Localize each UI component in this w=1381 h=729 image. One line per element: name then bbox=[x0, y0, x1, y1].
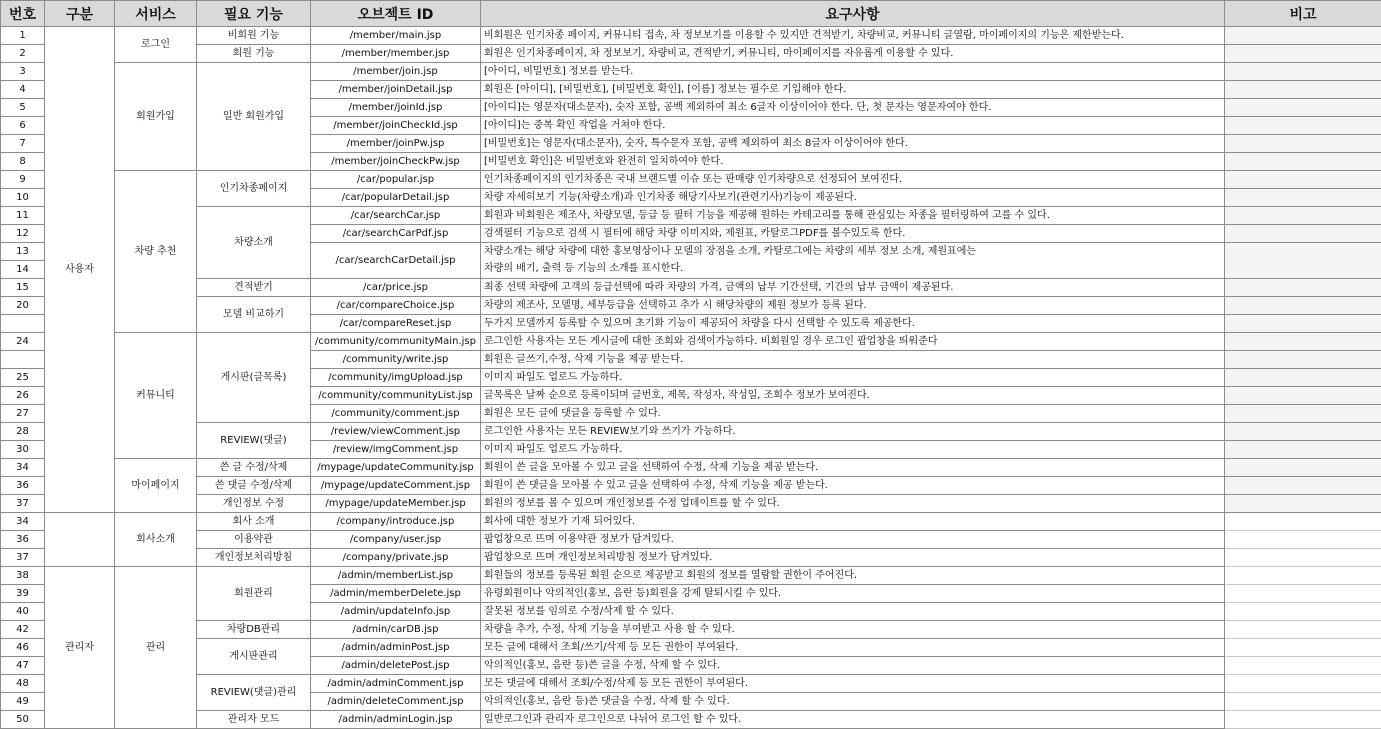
table-row bbox=[1, 63, 1381, 81]
note-cell bbox=[1225, 63, 1381, 81]
object-id: /member/main.jsp bbox=[311, 27, 481, 45]
table-row bbox=[1, 711, 1381, 729]
object-id: /mypage/updateComment.jsp bbox=[311, 477, 481, 495]
row-number: 25 bbox=[1, 369, 45, 387]
requirement: 회원들의 정보를 등록된 회원 순으로 제공받고 회원의 정보를 열람할 권한이 주어진다. bbox=[481, 567, 1225, 585]
table-row bbox=[1, 513, 1381, 531]
note-cell bbox=[1225, 585, 1381, 603]
row-number bbox=[1, 351, 45, 369]
object-id: /car/price.jsp bbox=[311, 279, 481, 297]
object-id: /admin/adminPost.jsp bbox=[311, 639, 481, 657]
category-company bbox=[45, 513, 115, 567]
row-number: 12 bbox=[1, 225, 45, 243]
row-number: 49 bbox=[1, 693, 45, 711]
note-cell bbox=[1225, 711, 1381, 729]
requirement: 차량소개는 해당 차량에 대한 홍보영상이나 모델의 장점을 소개, 카탈로그에는 차량의 세부 정보 소개, 제원표에는 bbox=[481, 243, 1225, 261]
requirement: 모든 글에 대해서 조회/쓰기/삭제 등 모든 권한이 부여된다. bbox=[481, 639, 1225, 657]
requirement: 인기차종페이지의 인기차종은 국내 브랜드별 이슈 또는 판매량 인기차량으로 선정되어 보여진다. bbox=[481, 171, 1225, 189]
table-row bbox=[1, 477, 1381, 495]
note-cell bbox=[1225, 423, 1381, 441]
table-row bbox=[1, 423, 1381, 441]
feature-intro: 차량소개 bbox=[197, 207, 311, 279]
object-id: /company/user.jsp bbox=[311, 531, 481, 549]
requirement: 회원은 글쓰기,수정, 삭제 기능을 제공 받는다. bbox=[481, 351, 1225, 369]
note-cell bbox=[1225, 153, 1381, 171]
object-id: /community/communityMain.jsp bbox=[311, 333, 481, 351]
row-number: 5 bbox=[1, 99, 45, 117]
note-cell bbox=[1225, 117, 1381, 135]
feature-member: 회원 기능 bbox=[197, 45, 311, 63]
table-row bbox=[1, 639, 1381, 657]
row-number: 15 bbox=[1, 279, 45, 297]
note-cell bbox=[1225, 531, 1381, 549]
row-number: 39 bbox=[1, 585, 45, 603]
table-row bbox=[1, 279, 1381, 297]
object-id: /member/joinCheckPw.jsp bbox=[311, 153, 481, 171]
note-cell bbox=[1225, 189, 1381, 207]
header-object-id: 오브젝트 ID bbox=[311, 1, 481, 27]
table-row bbox=[1, 567, 1381, 585]
feature-compare: 모델 비교하기 bbox=[197, 297, 311, 333]
header-feature: 필요 기능 bbox=[197, 1, 311, 27]
category-user: 사용자 bbox=[45, 27, 115, 513]
row-number: 7 bbox=[1, 135, 45, 153]
row-number: 42 bbox=[1, 621, 45, 639]
note-cell bbox=[1225, 297, 1381, 315]
category-admin: 관리자 bbox=[45, 567, 115, 729]
row-number: 1 bbox=[1, 27, 45, 45]
table-row bbox=[1, 531, 1381, 549]
requirement: 최종 선택 차량에 고객의 등급선택에 따라 차량의 가격, 금액의 납부 기간선택, 기간의 납부 금액이 제공된다. bbox=[481, 279, 1225, 297]
row-number: 3 bbox=[1, 63, 45, 81]
row-number: 36 bbox=[1, 477, 45, 495]
row-number: 20 bbox=[1, 297, 45, 315]
requirement: 로그인한 사용자는 모든 REVIEW보기와 쓰기가 가능하다. bbox=[481, 423, 1225, 441]
object-id: /community/imgUpload.jsp bbox=[311, 369, 481, 387]
table-row bbox=[1, 27, 1381, 45]
object-id: /company/private.jsp bbox=[311, 549, 481, 567]
requirement: 악의적인(홍보, 음란 등)쓴 댓글을 수정, 삭제 할 수 있다. bbox=[481, 693, 1225, 711]
note-cell bbox=[1225, 567, 1381, 585]
feature-nonmember: 비회원 기능 bbox=[197, 27, 311, 45]
object-id: /admin/memberDelete.jsp bbox=[311, 585, 481, 603]
row-number: 38 bbox=[1, 567, 45, 585]
table-row bbox=[1, 333, 1381, 351]
feature-popular: 인기차종페이지 bbox=[197, 171, 311, 207]
object-id: /admin/adminLogin.jsp bbox=[311, 711, 481, 729]
note-cell bbox=[1225, 621, 1381, 639]
row-number: 37 bbox=[1, 495, 45, 513]
note-cell bbox=[1225, 369, 1381, 387]
feature-estimate: 견적받기 bbox=[197, 279, 311, 297]
row-number: 13 bbox=[1, 243, 45, 261]
feature-privacy: 개인정보처리방침 bbox=[197, 549, 311, 567]
table-row bbox=[1, 621, 1381, 639]
requirement: 차량 자세히보기 기능(차량소개)과 인기차종 해당기사보기(관련기사)기능이 제공된다. bbox=[481, 189, 1225, 207]
object-id: /admin/updateInfo.jsp bbox=[311, 603, 481, 621]
requirement: 회원과 비회원은 제조사, 차량모델, 등급 등 필터 기능을 제공해 원하는 카테고리를 통해 관심있는 차종을 필터링하여 고를 수 있다. bbox=[481, 207, 1225, 225]
object-id: /member/joinId.jsp bbox=[311, 99, 481, 117]
row-number: 8 bbox=[1, 153, 45, 171]
service-mypage: 마이페이지 bbox=[115, 459, 197, 513]
requirement: 회원은 [아이디], [비밀번호], [비밀번호 확인], [이름] 정보는 필수로 기입해야 한다. bbox=[481, 81, 1225, 99]
row-number: 9 bbox=[1, 171, 45, 189]
note-cell bbox=[1225, 99, 1381, 117]
row-number: 34 bbox=[1, 513, 45, 531]
header-row bbox=[1, 1, 1381, 27]
row-number: 4 bbox=[1, 81, 45, 99]
row-number: 10 bbox=[1, 189, 45, 207]
header-note: 비고 bbox=[1225, 1, 1381, 27]
note-cell bbox=[1225, 315, 1381, 333]
service-car: 차량 추천 bbox=[115, 171, 197, 333]
header-category: 구분 bbox=[45, 1, 115, 27]
note-cell bbox=[1225, 27, 1381, 45]
requirement: [아이디, 비밀번호] 정보를 받는다. bbox=[481, 63, 1225, 81]
row-number: 11 bbox=[1, 207, 45, 225]
feature-board: 게시판(글목록) bbox=[197, 333, 311, 423]
requirement: 이미지 파일도 업로드 가능하다. bbox=[481, 369, 1225, 387]
object-id: /review/viewComment.jsp bbox=[311, 423, 481, 441]
row-number bbox=[1, 315, 45, 333]
table-row bbox=[1, 297, 1381, 315]
row-number: 50 bbox=[1, 711, 45, 729]
row-number: 28 bbox=[1, 423, 45, 441]
object-id: /car/searchCarDetail.jsp bbox=[311, 243, 481, 279]
note-cell bbox=[1225, 135, 1381, 153]
feature-my-post: 쓴 글 수정/삭제 bbox=[197, 459, 311, 477]
object-id: /admin/adminComment.jsp bbox=[311, 675, 481, 693]
service-community: 커뮤니티 bbox=[115, 333, 197, 459]
requirement: 회사에 대한 정보가 기재 되어있다. bbox=[481, 513, 1225, 531]
note-cell bbox=[1225, 243, 1381, 279]
note-cell bbox=[1225, 549, 1381, 567]
note-cell bbox=[1225, 81, 1381, 99]
note-cell bbox=[1225, 495, 1381, 513]
table-row bbox=[1, 675, 1381, 693]
feature-my-comment: 쓴 댓글 수정/삭제 bbox=[197, 477, 311, 495]
feature-terms: 이용약관 bbox=[197, 531, 311, 549]
requirement: 팝업창으로 뜨며 이용약관 정보가 담겨있다. bbox=[481, 531, 1225, 549]
requirement: [아이디]는 중복 확인 작업을 거쳐야 한다. bbox=[481, 117, 1225, 135]
table-row bbox=[1, 549, 1381, 567]
row-number: 40 bbox=[1, 603, 45, 621]
feature-company-intro: 회사 소개 bbox=[197, 513, 311, 531]
requirement: [비밀번호 확인]은 비밀번호와 완전히 일치하여야 한다. bbox=[481, 153, 1225, 171]
object-id: /car/compareChoice.jsp bbox=[311, 297, 481, 315]
table-row bbox=[1, 45, 1381, 63]
table-row bbox=[1, 495, 1381, 513]
requirement: 로그인한 사용자는 모든 게시글에 대한 조회와 검색이가능하다. 비회원일 경우 로그인 팝업창을 띄워준다 bbox=[481, 333, 1225, 351]
requirement: 글목록은 날짜 순으로 등록이되며 글번호, 제목, 작성자, 작성일, 조회수 정보가 보여진다. bbox=[481, 387, 1225, 405]
feature-board-manage: 게시판관리 bbox=[197, 639, 311, 675]
note-cell bbox=[1225, 207, 1381, 225]
note-cell bbox=[1225, 459, 1381, 477]
row-number: 36 bbox=[1, 531, 45, 549]
row-number: 37 bbox=[1, 549, 45, 567]
requirement: 일반로그인과 관리자 로그인으로 나뉘어 로그인 할 수 있다. bbox=[481, 711, 1225, 729]
object-id: /admin/deleteComment.jsp bbox=[311, 693, 481, 711]
requirement: [아이디]는 영문자(대소문자), 숫자 포함, 공백 제외하여 최소 6글자 이상이어야 한다. 단, 첫 문자는 영문자여야 한다. bbox=[481, 99, 1225, 117]
object-id: /admin/memberList.jsp bbox=[311, 567, 481, 585]
requirement: 검색필터 기능으로 검색 시 필터에 해당 차량 이미지와, 제원표, 카탈로그PDF를 볼수있도록 한다. bbox=[481, 225, 1225, 243]
requirement: 차량의 제조사, 모델명, 세부등급을 선택하고 추가 시 해당차량의 제원 정보가 등록 된다. bbox=[481, 297, 1225, 315]
note-cell bbox=[1225, 657, 1381, 675]
table-row bbox=[1, 207, 1381, 225]
object-id: /company/introduce.jsp bbox=[311, 513, 481, 531]
service-company: 회사소개 bbox=[115, 513, 197, 567]
row-number: 24 bbox=[1, 333, 45, 351]
feature-my-info: 개인정보 수정 bbox=[197, 495, 311, 513]
note-cell bbox=[1225, 225, 1381, 243]
requirement: 회원이 쓴 댓글을 모아볼 수 있고 글을 선택하여 수정, 삭제 기능을 제공 받는다. bbox=[481, 477, 1225, 495]
requirement: 차량을 추가, 수정, 삭제 기능을 부여받고 사용 할 수 있다. bbox=[481, 621, 1225, 639]
note-cell bbox=[1225, 405, 1381, 423]
row-number: 14 bbox=[1, 261, 45, 279]
feature-cardb: 차량DB관리 bbox=[197, 621, 311, 639]
object-id: /member/joinDetail.jsp bbox=[311, 81, 481, 99]
object-id: /community/comment.jsp bbox=[311, 405, 481, 423]
table-row bbox=[1, 171, 1381, 189]
object-id: /admin/carDB.jsp bbox=[311, 621, 481, 639]
row-number: 30 bbox=[1, 441, 45, 459]
note-cell bbox=[1225, 693, 1381, 711]
row-number: 6 bbox=[1, 117, 45, 135]
service-join: 회원가입 bbox=[115, 63, 197, 171]
object-id: /member/join.jsp bbox=[311, 63, 481, 81]
requirement: 악의적인(홍보, 음란 등)쓴 글을 수정, 삭제 할 수 있다. bbox=[481, 657, 1225, 675]
object-id: /car/searchCarPdf.jsp bbox=[311, 225, 481, 243]
note-cell bbox=[1225, 639, 1381, 657]
requirement: 회원의 정보를 볼 수 있으며 개인정보를 수정 업데이트를 할 수 있다. bbox=[481, 495, 1225, 513]
object-id: /member/member.jsp bbox=[311, 45, 481, 63]
requirement: 이미지 파일도 업로드 가능하다. bbox=[481, 441, 1225, 459]
row-number: 46 bbox=[1, 639, 45, 657]
requirement: 비회원은 인기차종 페이지, 커뮤니티 접속, 차 정보보기를 이용할 수 있지만 견적받기, 차량비교, 커뮤니티 글열람, 마이페이지의 기능은 제한받는다. bbox=[481, 27, 1225, 45]
requirement: [비밀번호]는 영문자(대소문자), 숫자, 특수문자 포함, 공백 제외하여 최소 8글자 이상이어야 한다. bbox=[481, 135, 1225, 153]
object-id: /mypage/updateCommunity.jsp bbox=[311, 459, 481, 477]
requirement: 회원은 모든 글에 댓글을 등록할 수 있다. bbox=[481, 405, 1225, 423]
table-row bbox=[1, 459, 1381, 477]
object-id: /community/communityList.jsp bbox=[311, 387, 481, 405]
object-id: /member/joinPw.jsp bbox=[311, 135, 481, 153]
object-id: /car/popularDetail.jsp bbox=[311, 189, 481, 207]
service-manage: 관리 bbox=[115, 567, 197, 729]
object-id: /member/joinCheckId.jsp bbox=[311, 117, 481, 135]
row-number: 2 bbox=[1, 45, 45, 63]
note-cell bbox=[1225, 603, 1381, 621]
requirement: 회원이 쓴 글을 모아볼 수 있고 글을 선택하여 수정, 삭제 기능을 제공 받는다. bbox=[481, 459, 1225, 477]
note-cell bbox=[1225, 675, 1381, 693]
feature-review: REVIEW(댓글) bbox=[197, 423, 311, 459]
header-no: 번호 bbox=[1, 1, 45, 27]
requirement-continued: 차량의 배기, 출력 등 기능의 소개를 표시한다. bbox=[481, 261, 1225, 279]
row-number: 48 bbox=[1, 675, 45, 693]
feature-general-join: 일반 회원가입 bbox=[197, 63, 311, 171]
note-cell bbox=[1225, 333, 1381, 351]
note-cell bbox=[1225, 45, 1381, 63]
requirement: 잘못된 정보를 임의로 수정/삭제 할 수 있다. bbox=[481, 603, 1225, 621]
service-login: 로그인 bbox=[115, 27, 197, 63]
row-number: 27 bbox=[1, 405, 45, 423]
header-requirement: 요구사항 bbox=[481, 1, 1225, 27]
object-id: /car/popular.jsp bbox=[311, 171, 481, 189]
object-id: /community/write.jsp bbox=[311, 351, 481, 369]
object-id: /admin/deletePost.jsp bbox=[311, 657, 481, 675]
object-id: /car/compareReset.jsp bbox=[311, 315, 481, 333]
note-cell bbox=[1225, 513, 1381, 531]
object-id: /review/imgComment.jsp bbox=[311, 441, 481, 459]
feature-member-manage: 회원관리 bbox=[197, 567, 311, 621]
note-cell bbox=[1225, 387, 1381, 405]
row-number: 47 bbox=[1, 657, 45, 675]
note-cell bbox=[1225, 441, 1381, 459]
requirement: 두가지 모델까지 등록할 수 있으며 초기화 기능이 제공되어 차량을 다시 선택할 수 있도록 제공한다. bbox=[481, 315, 1225, 333]
feature-review-manage: REVIEW(댓글)관리 bbox=[197, 675, 311, 711]
note-cell bbox=[1225, 351, 1381, 369]
requirement: 모든 댓글에 대해서 조회/수정/삭제 등 모든 권한이 부여된다. bbox=[481, 675, 1225, 693]
row-number: 34 bbox=[1, 459, 45, 477]
requirement: 유령회원이나 악의적인(홍보, 음란 등)회원을 강제 탈퇴시킬 수 있다. bbox=[481, 585, 1225, 603]
note-cell bbox=[1225, 477, 1381, 495]
object-id: /mypage/updateMember.jsp bbox=[311, 495, 481, 513]
requirement: 팝업창으로 뜨며 개인정보처리방침 정보가 담겨있다. bbox=[481, 549, 1225, 567]
object-id: /car/searchCar.jsp bbox=[311, 207, 481, 225]
note-cell bbox=[1225, 171, 1381, 189]
note-cell bbox=[1225, 279, 1381, 297]
row-number: 26 bbox=[1, 387, 45, 405]
feature-admin-mode: 관리자 모드 bbox=[197, 711, 311, 729]
requirement: 회원은 인기차종페이지, 차 정보보기, 차량비교, 견적받기, 커뮤니티, 마이페이지를 자유롭게 이용할 수 있다. bbox=[481, 45, 1225, 63]
header-service: 서비스 bbox=[115, 1, 197, 27]
